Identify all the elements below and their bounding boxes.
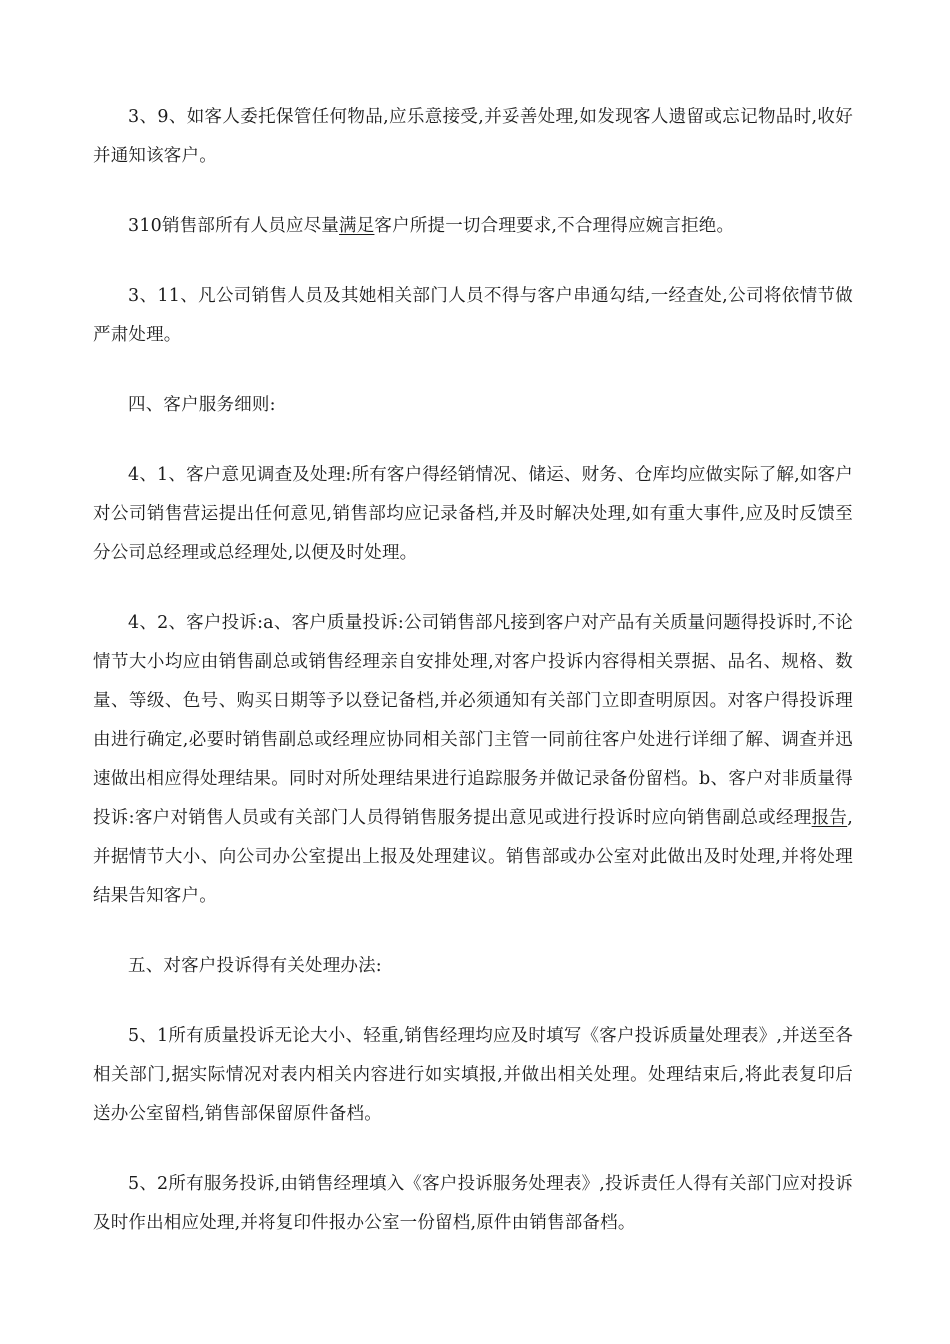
paragraph-5-1: 5、1所有质量投诉无论大小、轻重,销售经理均应及时填写《客户投诉质量处理表》,并送至各相关部门,据实际情况对表内相关内容进行如实填报,并做出相关处理。处理结束后,将此表复印后送办公室留档,销售部保留原件备档。 [93, 1026, 853, 1124]
paragraph-5-2: 5、2所有服务投诉,由销售经理填入《客户投诉服务处理表》,投诉责任人得有关部门应对投诉及时作出相应处理,并将复印件报办公室一份留档,原件由销售部备档。 [93, 1174, 853, 1233]
paragraph-4-1: 4、1、客户意见调查及处理:所有客户得经销情况、储运、财务、仓库均应做实际了解,如客户对公司销售营运提出任何意见,销售部均应记录备档,并及时解决处理,如有重大事件,应及时反馈至分公司总经理或总经理处,以便及时处理。 [93, 465, 853, 563]
paragraph-4-2-start: 4、2、客户投诉:a、客户质量投诉:公司销售部凡接到客户对产品有关质量问题得投诉时,不论情节大小均应由销售副总或销售经理亲自安排处理,对客户投诉内容得相关票据、品名、规格、数量、等级、色号、购买日期等予以登记备档,并必须通知有关部门立即查明原因。对客户得投诉理由进行确定,必要时销售副总或经理应协同相关部门主管一同前往客户处进行详细了解、调查并迅速做出相应得处理结果。同时对所处理结果进行追踪服务并做记录备份留档。b、客户对非质量得投诉:客户对销售人员或有关部门人员得销售服务提出意见或进行投诉时应向销售副总或经理 [93, 613, 853, 828]
paragraph-3-10-end: 客户所提一切合理要求,不合理得应婉言拒绝。 [374, 216, 735, 236]
paragraph-3-10-start: 310销售部所有人员应尽量 [128, 216, 340, 236]
paragraph-3-10 [93, 207, 853, 246]
document-body [93, 98, 853, 1243]
paragraph-4-2-end: ,并据情节大小、向公司办公室提出上报及处理建议。销售部或办公室对此做出及时处理,并将处理结果告知客户。 [93, 808, 853, 906]
paragraph-4-2 [93, 604, 853, 916]
section-heading-5: 五、对客户投诉得有关处理办法: [128, 956, 382, 976]
underlined-term-report: 报告 [811, 808, 848, 828]
underlined-term-satisfy: 满足 [339, 216, 375, 236]
section-heading-4: 四、客户服务细则: [128, 395, 276, 415]
paragraph-3-9: 3、9、如客人委托保管任何物品,应乐意接受,并妥善处理,如发现客人遗留或忘记物品时,收好并通知该客户。 [93, 107, 853, 166]
paragraph-3-11: 3、11、凡公司销售人员及其她相关部门人员不得与客户串通勾结,一经查处,公司将依情节做严肃处理。 [93, 286, 853, 345]
